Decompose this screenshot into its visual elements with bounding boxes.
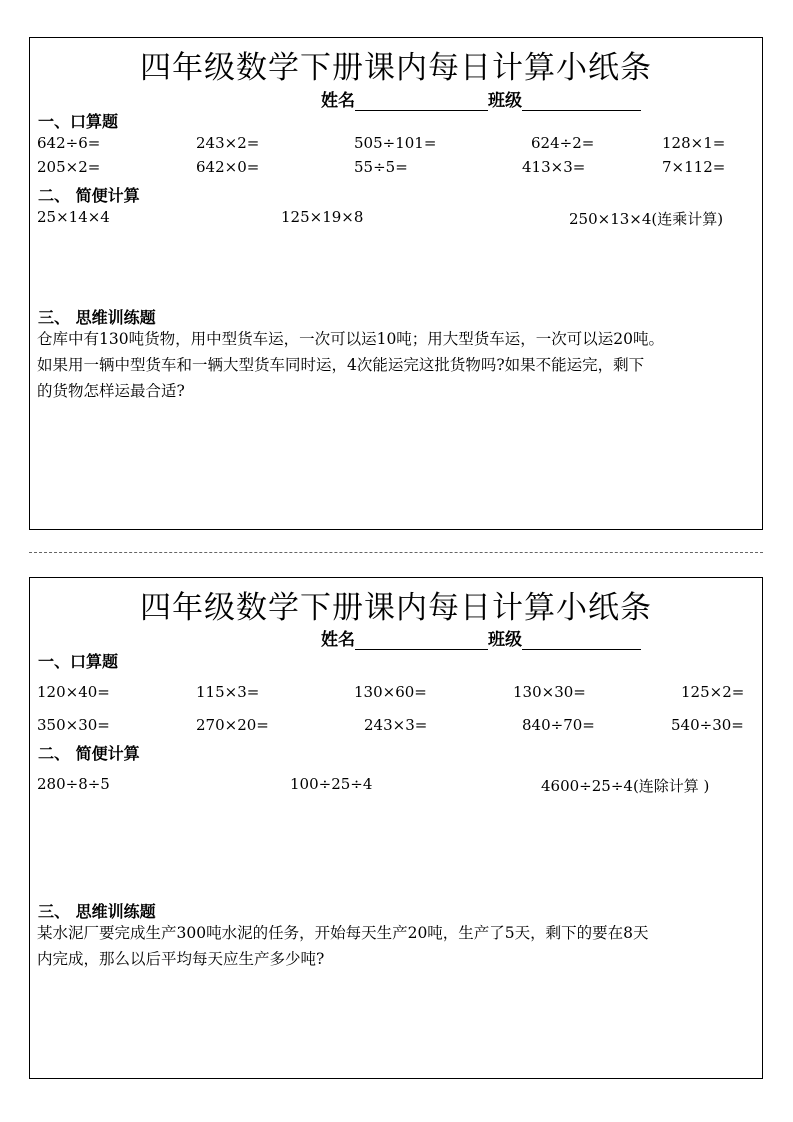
oral-item: 624÷2= — [531, 134, 595, 152]
section-thinking-title: 三、 思维训练题 — [38, 308, 156, 327]
cut-line — [29, 552, 763, 553]
simple-calc-item: 125×19×8 — [281, 208, 364, 226]
word-problem — [37, 920, 761, 972]
oral-item: 270×20= — [196, 716, 269, 734]
oral-item: 540÷30= — [671, 716, 744, 734]
oral-item: 243×3= — [364, 716, 428, 734]
section-simple-title: 二、 简便计算 — [38, 744, 140, 763]
worksheet-card-1 — [29, 37, 763, 530]
oral-item: 128×1= — [662, 134, 726, 152]
class-blank[interactable] — [522, 631, 641, 650]
oral-item: 55÷5= — [354, 158, 408, 176]
oral-item: 115×3= — [196, 683, 260, 701]
section-oral-title: 一、口算题 — [38, 652, 119, 671]
simple-calc-item: 25×14×4 — [37, 208, 110, 226]
simple-calc-item: 4600÷25÷4(连除计算 ) — [541, 777, 710, 795]
simple-calc-item: 280÷8÷5 — [37, 775, 110, 793]
word-problem — [37, 326, 761, 404]
oral-item: 125×2= — [681, 683, 745, 701]
class-label: 班级 — [488, 91, 522, 111]
simple-calc-item: 250×13×4(连乘计算) — [569, 210, 724, 228]
oral-item: 505÷101= — [354, 134, 437, 152]
oral-item: 205×2= — [37, 158, 101, 176]
worksheet-title: 四年级数学下册课内每日计算小纸条 — [140, 590, 652, 626]
word-problem-line: 某水泥厂要完成生产300吨水泥的任务，开始每天生产20吨，生产了5天，剩下的要在8天 — [37, 924, 649, 942]
oral-item: 120×40= — [37, 683, 110, 701]
word-problem-line: 的货物怎样运最合适? — [37, 382, 185, 400]
word-problem-line: 如果用一辆中型货车和一辆大型货车同时运，4次能运完这批货物吗?如果不能运完，剩下 — [37, 356, 645, 374]
oral-item: 243×2= — [196, 134, 260, 152]
oral-item: 130×30= — [513, 683, 586, 701]
oral-item: 840÷70= — [522, 716, 595, 734]
oral-item: 130×60= — [354, 683, 427, 701]
oral-item: 350×30= — [37, 716, 110, 734]
class-blank[interactable] — [522, 92, 641, 111]
name-blank[interactable] — [355, 92, 488, 111]
section-thinking-title: 三、 思维训练题 — [38, 902, 156, 921]
name-blank[interactable] — [355, 631, 488, 650]
name-label: 姓名 — [321, 91, 355, 111]
section-simple-title: 二、 简便计算 — [38, 186, 140, 205]
oral-item: 642×0= — [196, 158, 260, 176]
simple-calc-item: 100÷25÷4 — [290, 775, 373, 793]
word-problem-line: 内完成，那么以后平均每天应生产多少吨? — [37, 950, 325, 968]
oral-item: 7×112= — [662, 158, 726, 176]
name-class-row — [321, 625, 641, 650]
word-problem-line: 仓库中有130吨货物，用中型货车运，一次可以运10吨；用大型货车运，一次可以运20吨。 — [37, 330, 665, 348]
class-label: 班级 — [488, 630, 522, 650]
name-class-row — [321, 86, 641, 111]
worksheet-card-2 — [29, 577, 763, 1079]
oral-item: 642÷6= — [37, 134, 101, 152]
oral-item: 413×3= — [522, 158, 586, 176]
name-label: 姓名 — [321, 630, 355, 650]
section-oral-title: 一、口算题 — [38, 112, 119, 131]
worksheet-title: 四年级数学下册课内每日计算小纸条 — [140, 50, 652, 86]
